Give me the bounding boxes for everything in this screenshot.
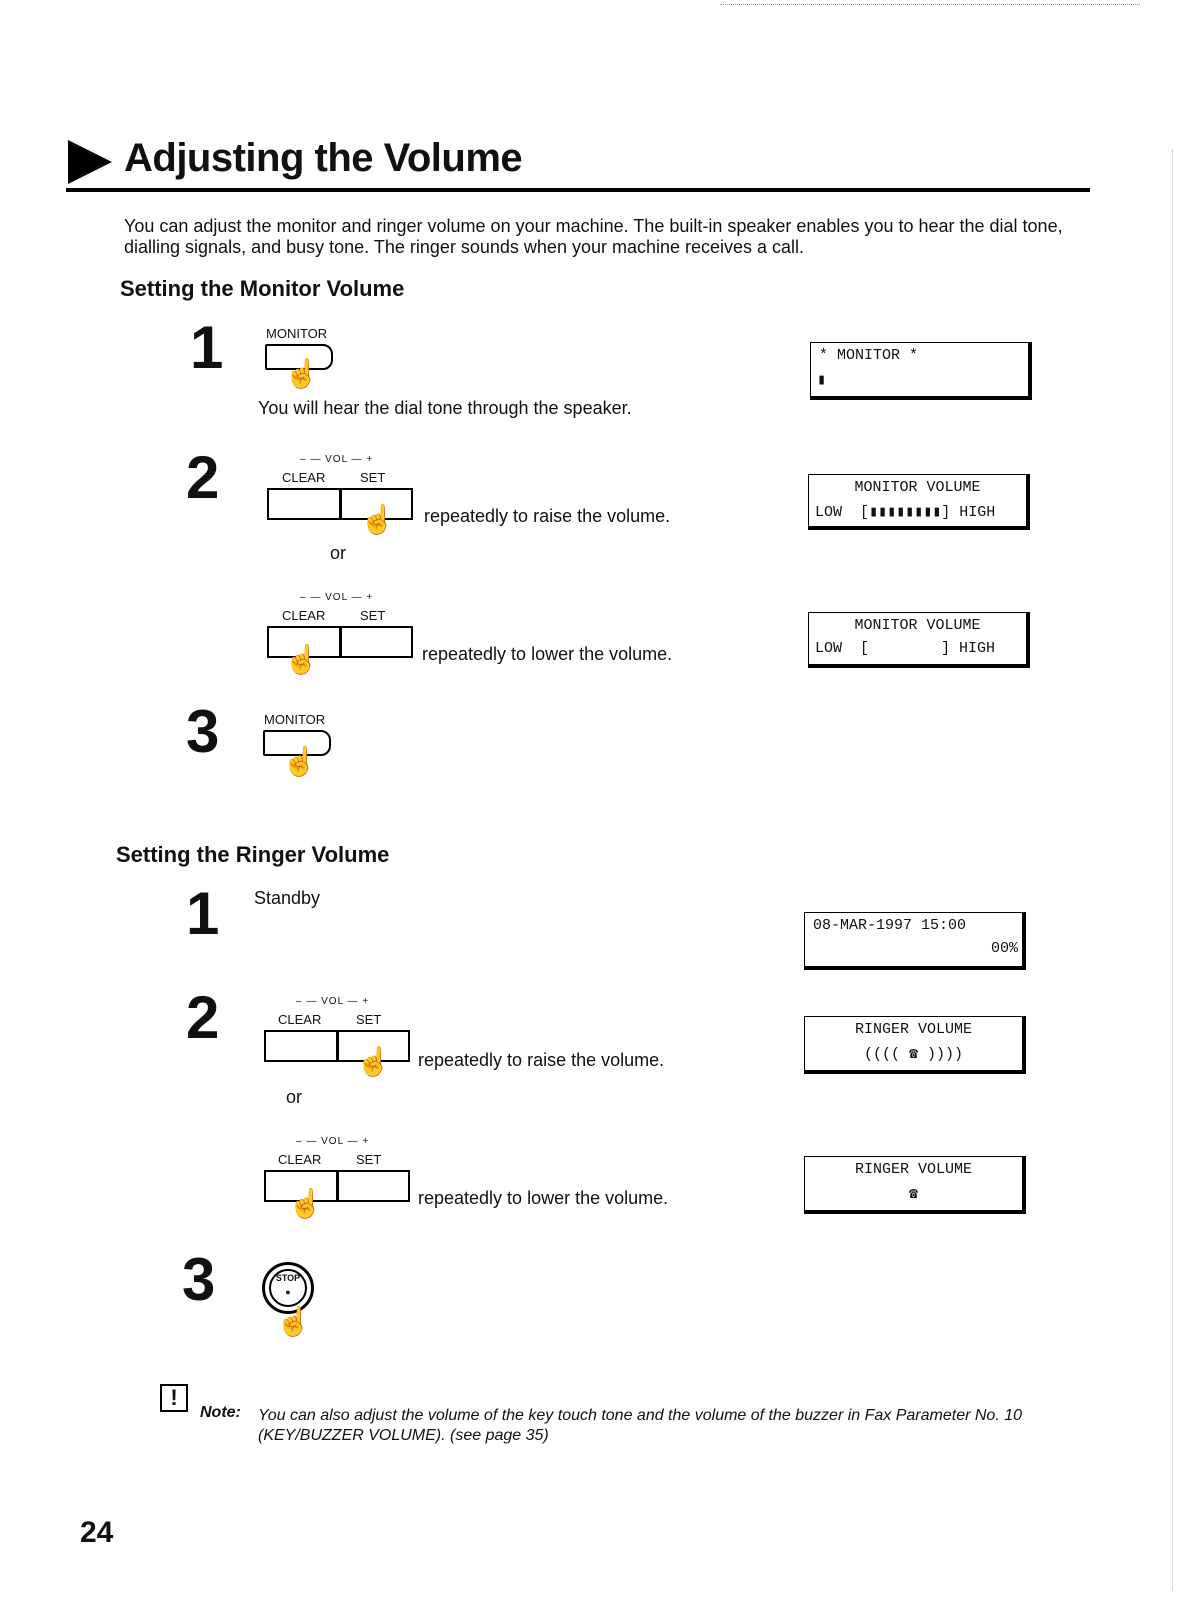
or-text: or	[330, 543, 347, 563]
step-number: 1	[186, 880, 220, 947]
lcd-line-1: * MONITOR *	[819, 347, 919, 364]
note-text: You can also adjust the volume of the key touch tone and the volume of the buzzer in Fax Parameter No. 10 (KEY/BUZZER VOLUME). (see page 35)	[258, 1407, 1023, 1444]
lcd-display	[804, 1016, 1026, 1074]
lcd-line-1: MONITOR VOLUME	[854, 617, 981, 634]
clear-label: CLEAR	[278, 1152, 322, 1167]
pointing-hand-icon: ☝	[284, 358, 319, 389]
pointing-hand-icon: ☝	[356, 1046, 391, 1077]
triangle-arrow-icon	[68, 140, 112, 184]
lcd-line-2: LOW [ ] HIGH	[815, 640, 996, 657]
pointing-hand-icon: ☝	[288, 1188, 323, 1219]
lcd-display	[808, 612, 1030, 668]
set-label: SET	[360, 608, 386, 623]
step-number: 1	[190, 314, 224, 381]
set-label: SET	[360, 470, 386, 485]
standby-text: Standby	[254, 888, 321, 908]
vol-label: – — VOL — +	[300, 454, 374, 465]
set-button[interactable]	[337, 1172, 409, 1200]
lcd-line-2: (((( ☎ ))))	[863, 1046, 964, 1063]
lower-text: repeatedly to lower the volume.	[422, 644, 673, 664]
clear-button[interactable]	[269, 490, 340, 518]
set-label: SET	[356, 1152, 382, 1167]
lcd-line-1: MONITOR VOLUME	[854, 479, 981, 496]
raise-text: repeatedly to raise the volume.	[418, 1050, 665, 1070]
intro-paragraph: You can adjust the monitor and ringer volume on your machine. The built-in speaker enables you to hear the dial tone, dialling signals, and busy tone. The ringer sounds when your machine receives a call.	[124, 216, 1063, 257]
set-button[interactable]	[340, 628, 412, 656]
set-label: SET	[356, 1012, 382, 1027]
pointing-hand-icon: ☝	[282, 746, 317, 777]
step-number: 2	[186, 984, 220, 1051]
clear-button[interactable]	[266, 1032, 337, 1060]
pointing-hand-icon: ☝	[284, 644, 319, 675]
ringer-section-heading: Setting the Ringer Volume	[116, 842, 390, 867]
lcd-line-2: LOW [▮▮▮▮▮▮▮▮] HIGH	[815, 504, 996, 521]
lcd-line-1: RINGER VOLUME	[854, 1161, 973, 1178]
exclamation-box-icon: !	[160, 1384, 188, 1412]
monitor-key-label: MONITOR	[264, 712, 326, 727]
stop-icon: STOP ●	[269, 1269, 307, 1307]
clear-label: CLEAR	[278, 1012, 322, 1027]
title-underline	[66, 188, 1090, 192]
lcd-line-2: ☎	[908, 1186, 919, 1203]
top-border	[720, 4, 1140, 5]
step-number: 3	[186, 698, 220, 765]
vol-label: – — VOL — +	[296, 996, 370, 1007]
lcd-line-1: RINGER VOLUME	[854, 1021, 973, 1038]
clear-label: CLEAR	[282, 470, 326, 485]
vol-label: – — VOL — +	[296, 1136, 370, 1147]
vol-label: – — VOL — +	[300, 592, 374, 603]
lcd-display	[804, 1156, 1026, 1214]
lcd-display	[808, 474, 1030, 530]
lower-text: repeatedly to lower the volume.	[418, 1188, 669, 1208]
or-text: or	[286, 1087, 303, 1107]
lcd-display	[804, 912, 1026, 970]
page-number: 24	[80, 1516, 114, 1549]
stop-label: STOP	[275, 1273, 301, 1283]
pointing-hand-icon: ☝	[276, 1306, 311, 1337]
step-number: 2	[186, 444, 220, 511]
page-title: Adjusting the Volume	[124, 136, 523, 180]
lcd-display	[810, 342, 1032, 400]
lcd-line-2: ▮	[817, 372, 827, 389]
note-label: Note:	[200, 1404, 241, 1421]
clear-set-keys[interactable]	[264, 1170, 410, 1202]
pointing-hand-icon: ☝	[360, 504, 395, 535]
monitor-key-label: MONITOR	[266, 326, 328, 341]
monitor-section-heading: Setting the Monitor Volume	[120, 276, 405, 301]
lcd-line-1: 08-MAR-1997 15:00	[813, 917, 967, 934]
raise-text: repeatedly to raise the volume.	[424, 506, 671, 526]
lcd-line-2: 00%	[990, 940, 1018, 957]
right-margin-rule	[1172, 150, 1173, 1590]
step-text: You will hear the dial tone through the speaker.	[258, 398, 632, 418]
step-number: 3	[182, 1246, 216, 1313]
clear-label: CLEAR	[282, 608, 326, 623]
